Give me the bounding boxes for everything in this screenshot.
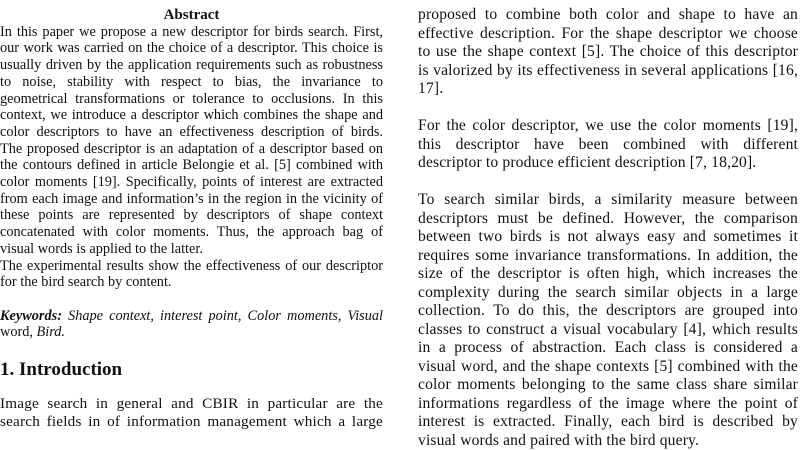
text-line: in a process of abstraction. Each class is considered a — [418, 339, 798, 356]
text-line: concatenated with color moments. Thus, the approach bag of — [0, 224, 383, 241]
text-line: from each image and information’s in the region in the vicinity of — [0, 190, 383, 207]
text-line: color moments [19]. Specifically, points of interest are extracted — [0, 174, 383, 191]
abstract-paragraph — [0, 24, 383, 258]
text-line: for the bird search by content. — [0, 274, 172, 291]
paragraph-color-descriptor — [418, 117, 798, 173]
text-line: to noise, stability with respect to bias, the invariance to — [0, 73, 383, 90]
text-line: interest is extracted. Finally, each bird is described by — [418, 413, 798, 430]
text-line: this descriptor have been combined with different — [418, 135, 798, 153]
text-line: is valorized by its effectiveness in several applications [16, — [418, 61, 798, 79]
text-line: geometrical transformations or tolerance to occlusions. In this — [0, 90, 383, 107]
keywords-bird: Bird. — [36, 324, 65, 341]
abstract-heading: Abstract — [163, 7, 220, 23]
text-line: descriptors must be defined. However, the comparison — [418, 209, 798, 227]
text-line: effective description. For the shape descriptor we choose — [418, 24, 798, 42]
text-line: To search similar birds, a similarity measure between — [418, 191, 798, 208]
text-line: to use the shape context [5]. The choice of this descriptor — [418, 43, 798, 60]
paragraph-similarity-search — [418, 191, 798, 450]
keywords-label: Keywords: — [0, 307, 62, 324]
text-line: proposed to combine both color and shape to have an — [418, 6, 798, 23]
text-line: 17]. — [418, 80, 444, 97]
text-line: context, we introduce a descriptor which combines the shape and — [0, 107, 383, 124]
text-line: visual words and paired with the bird query. — [418, 431, 700, 449]
text-line: our work was carried on the choice of a descriptor. This choice is — [0, 40, 383, 57]
text-line: visual words is applied to the latter. — [0, 240, 203, 257]
text-line: For the color descriptor, we use the color moments [19], — [418, 117, 798, 134]
text-line: size of the descriptor is often high, which increases the — [418, 265, 798, 282]
text-line: usually driven by the application requirements such as robustness — [0, 57, 383, 74]
keywords — [0, 308, 383, 341]
text-line: requires some invariance transformations. In addition, the — [418, 246, 798, 264]
text-line: complexity during the search similar objects in a large — [418, 283, 798, 301]
text-line: The experimental results show the effectiveness of our descriptor — [0, 257, 383, 274]
text-line: these points are represented by descriptors of shape context — [0, 207, 383, 224]
text-line: the contours defined in article Belongie et al. [5] combined with — [0, 157, 383, 174]
abstract-results-paragraph — [0, 258, 383, 291]
text-line: informations regardless of the image where the point of — [418, 394, 798, 412]
keywords-list: Shape context, interest point, Color moments, Visual — [68, 307, 383, 324]
introduction-paragraph — [0, 395, 383, 431]
text-line: collection. To do this, the descriptors are grouped into — [418, 302, 798, 319]
paragraph-shape-descriptor — [418, 6, 798, 99]
text-line: classes to construct a visual vocabulary [4], which results — [418, 320, 798, 338]
text-line: color moments belonging to the same class share similar — [418, 376, 798, 393]
text-line: In this paper we propose a new descriptor for birds search. First, — [0, 23, 383, 40]
text-line: descriptor to produce efficient description [7, 18,20]. — [418, 154, 757, 171]
text-line: between two birds is not always easy and sometimes it — [418, 228, 798, 245]
left-column — [0, 0, 383, 431]
text-line: color descriptors to have an effectiveness description of birds. — [0, 123, 383, 140]
text-line: Image search in general and CBIR in particular are the — [0, 395, 383, 413]
text-line: visual word, and the shape contexts [5] combined with the — [418, 357, 798, 375]
text-line: search fields in of information management which a large — [0, 413, 383, 431]
text-line: The proposed descriptor is an adaptation of a descriptor based on — [0, 140, 383, 157]
keywords-word: word, — [0, 324, 37, 341]
right-column — [418, 0, 798, 450]
section-heading-introduction: 1. Introduction — [0, 359, 123, 381]
